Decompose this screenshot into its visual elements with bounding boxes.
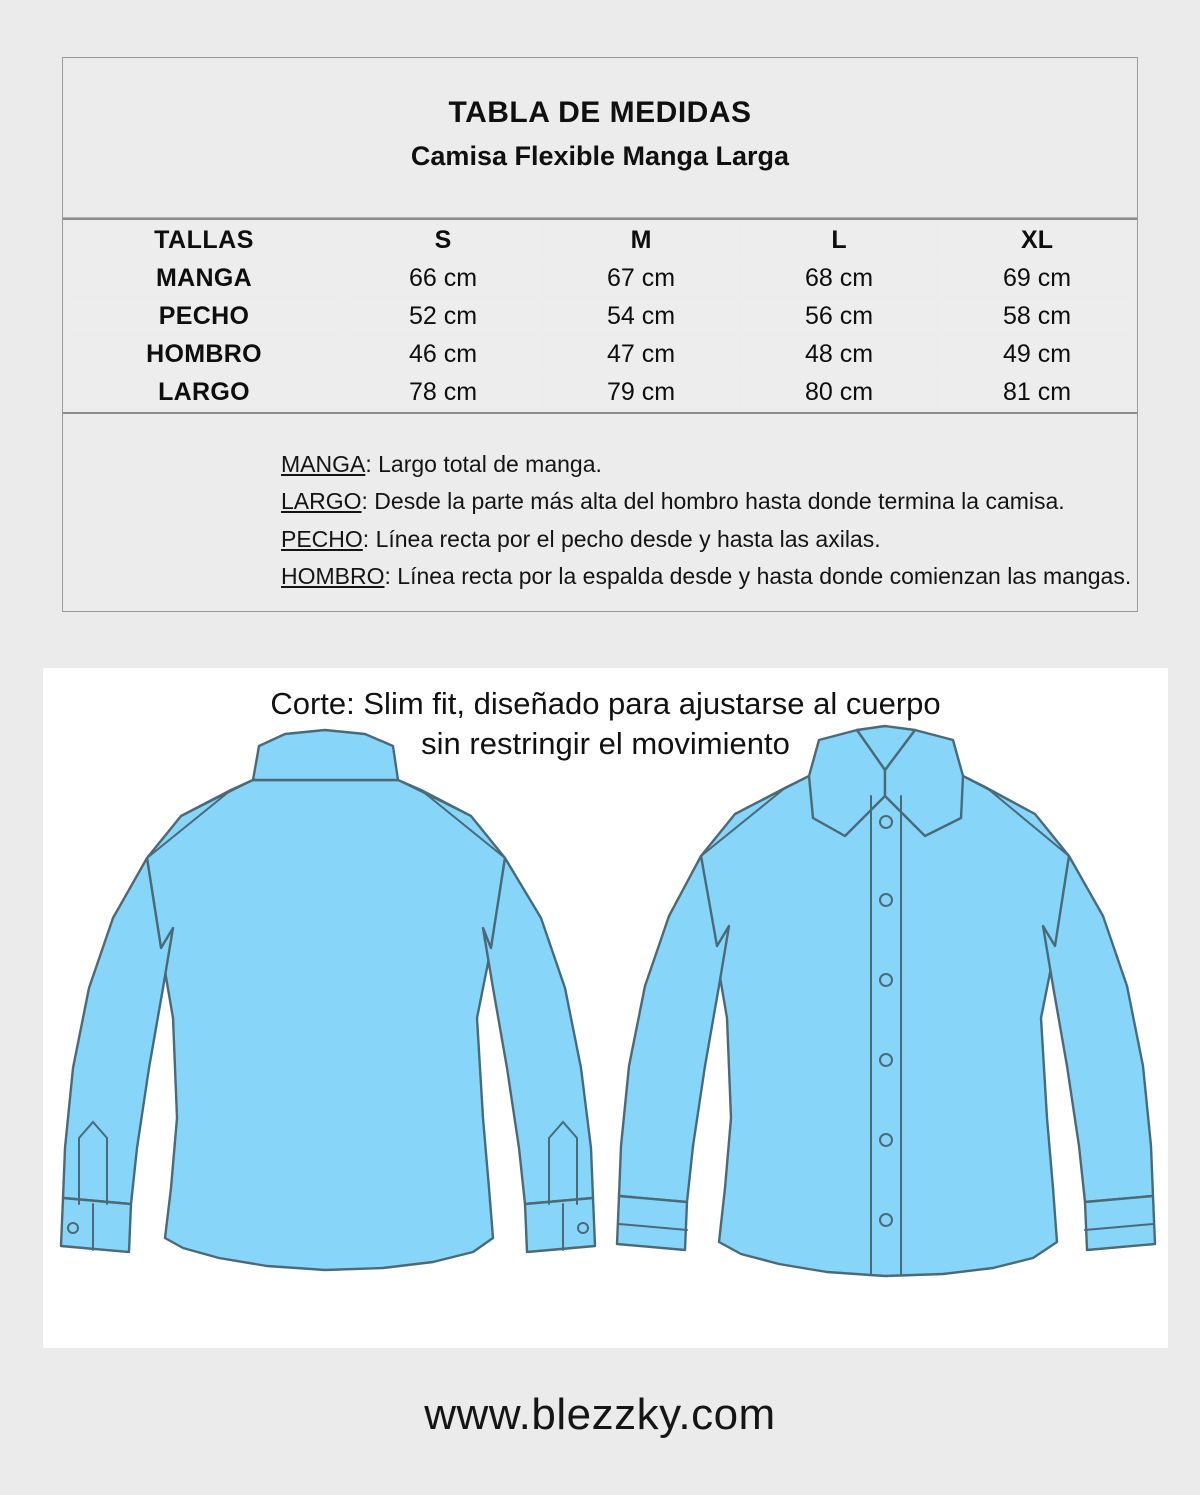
illustration-panel: [43, 668, 1168, 1348]
cell-hombro-m: 47 cm: [543, 336, 739, 372]
note-text-manga: : Largo total de manga.: [365, 451, 602, 477]
cell-hombro-s: 46 cm: [345, 336, 541, 372]
corte-line-1: Corte: Slim fit, diseñado para ajustarse al cuerpo: [270, 686, 941, 721]
cell-largo-xl: 81 cm: [939, 374, 1135, 410]
corte-line-2: sin restringir el movimiento: [421, 725, 790, 761]
column-header-s: S: [345, 222, 541, 258]
cell-largo-s: 78 cm: [345, 374, 541, 410]
row-label-largo: LARGO: [65, 374, 343, 410]
table-title-block: [63, 58, 1137, 218]
note-text-pecho: : Línea recta por el pecho desde y hasta las axilas.: [362, 525, 881, 552]
note-pecho: [281, 521, 1137, 558]
shirt-back-view: [53, 718, 598, 1323]
note-key-pecho: PECHO: [281, 525, 363, 552]
table-row: [65, 298, 1135, 334]
cell-pecho-m: 54 cm: [543, 298, 739, 334]
note-key-manga: MANGA: [281, 451, 366, 477]
cell-hombro-xl: 49 cm: [939, 336, 1135, 372]
shirt-illustrations: [43, 718, 1168, 1348]
row-label-manga: MANGA: [65, 260, 343, 296]
page-title: TABLA DE MEDIDAS: [448, 96, 752, 130]
column-header-m: M: [543, 222, 739, 258]
footer-website: www.blezzky.com: [424, 1390, 776, 1439]
column-header-xl: XL: [939, 222, 1135, 258]
cell-manga-l: 68 cm: [741, 260, 937, 296]
cell-manga-xl: 69 cm: [939, 260, 1135, 296]
table-row: [65, 336, 1135, 372]
measurement-notes: [63, 414, 1137, 595]
cell-manga-s: 66 cm: [345, 260, 541, 296]
note-manga: [281, 446, 1137, 483]
size-table-wrapper: [63, 220, 1137, 412]
cell-pecho-l: 56 cm: [741, 298, 937, 334]
note-text-largo: : Desde la parte más alta del hombro hasta donde termina la camisa.: [361, 488, 1065, 515]
page-subtitle: Camisa Flexible Manga Larga: [410, 140, 790, 171]
table-row: [65, 374, 1135, 410]
cell-hombro-l: 48 cm: [741, 336, 937, 372]
cell-pecho-xl: 58 cm: [939, 298, 1135, 334]
cell-largo-m: 79 cm: [543, 374, 739, 410]
cell-pecho-s: 52 cm: [345, 298, 541, 334]
table-header-row: [65, 222, 1135, 258]
shirt-front-view: [613, 718, 1158, 1323]
column-header-tallas: TALLAS: [65, 222, 343, 258]
row-label-hombro: HOMBRO: [65, 336, 343, 372]
note-text-hombro: : Línea recta por la espalda desde y hasta donde comienzan las mangas.: [384, 562, 1132, 589]
column-header-l: L: [741, 222, 937, 258]
measurements-panel: [62, 57, 1138, 612]
table-row: [65, 260, 1135, 296]
size-table: [63, 220, 1137, 412]
note-largo: [281, 483, 1137, 520]
note-key-largo: LARGO: [281, 488, 362, 515]
note-key-hombro: HOMBRO: [281, 562, 385, 589]
cell-largo-l: 80 cm: [741, 374, 937, 410]
note-hombro: [281, 558, 1137, 595]
cell-manga-m: 67 cm: [543, 260, 739, 296]
row-label-pecho: PECHO: [65, 298, 343, 334]
